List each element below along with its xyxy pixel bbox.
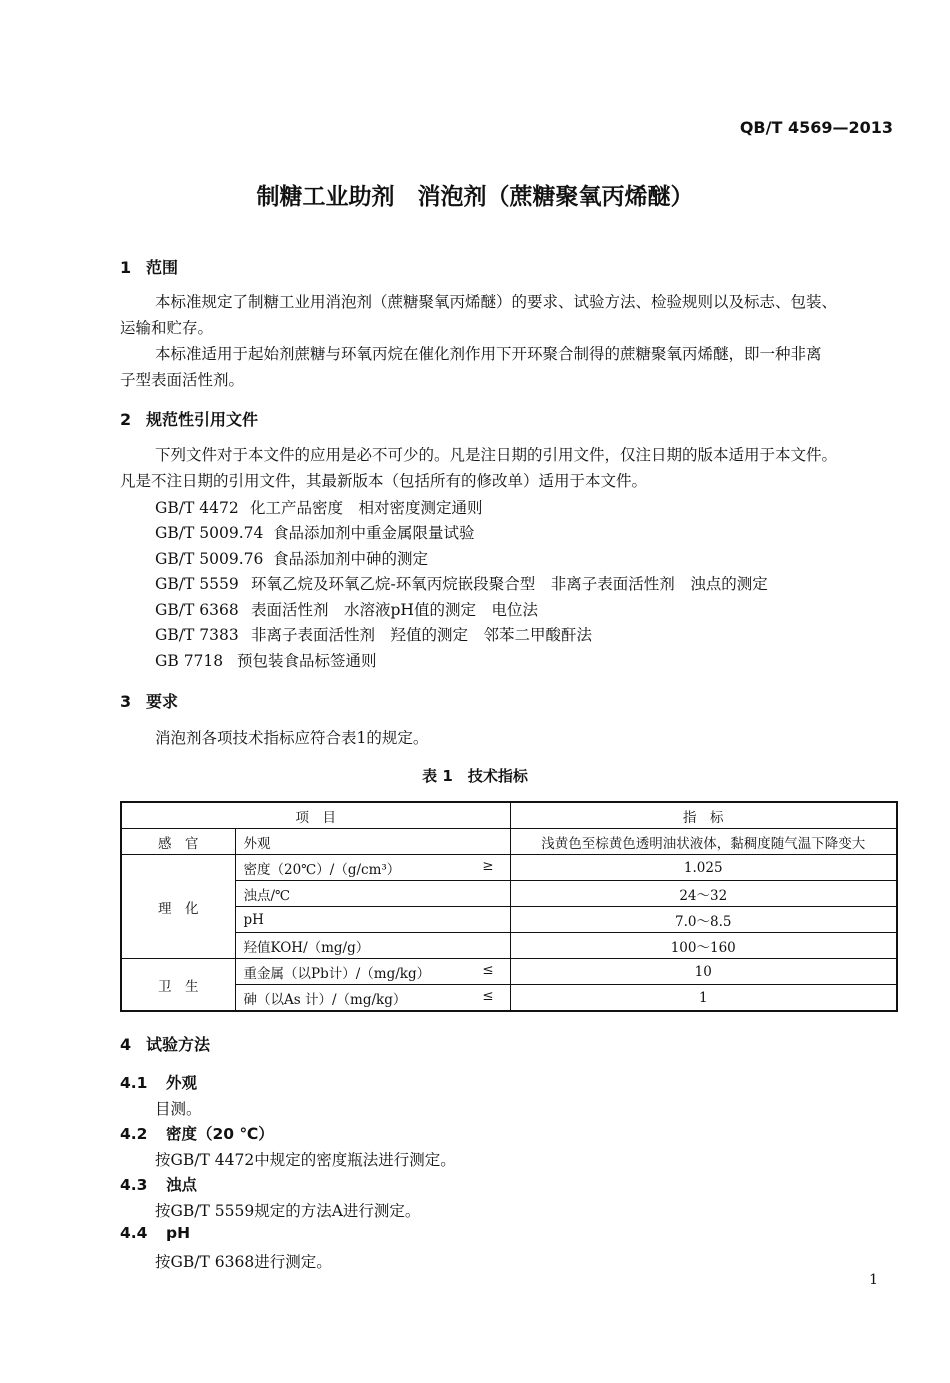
page-number: 1 [869,1272,878,1288]
table-row [121,829,897,855]
table-row [121,933,897,959]
item-cell: 密度（20℃）/（g/cm³） ≥ [235,855,510,881]
table-row [121,881,897,907]
section-2-para-1b: 凡是不注日期的引用文件，其最新版本（包括所有的修改单）适用于本文件。 [120,472,648,490]
reference-item: GB/T 5009.74 食品添加剂中重金属限量试验 [155,524,475,542]
table-header-row [121,802,897,829]
section-3-para: 消泡剂各项技术指标应符合表1的规定。 [155,729,429,747]
table-row [121,907,897,933]
table-caption: 表 1 技术指标 [422,767,528,785]
group-cell: 理 化 [121,855,235,959]
subsection-text: 按GB/T 4472中规定的密度瓶法进行测定。 [155,1151,456,1169]
reference-item: GB/T 5009.76 食品添加剂中砷的测定 [155,550,429,568]
value-cell: 浅黄色至棕黄色透明油状液体，黏稠度随气温下降变大 [510,829,897,855]
table-row [121,985,897,1012]
table-row [121,959,897,985]
value-cell: 24～32 [510,881,897,907]
item-cell: 浊点/℃ [235,881,510,907]
subsection-text: 按GB/T 6368进行测定。 [155,1253,332,1271]
section-2-para-1a: 下列文件对于本文件的应用是必不可少的。凡是注日期的引用文件，仅注日期的版本适用于本文件。 [155,446,838,464]
value-cell: 10 [510,959,897,985]
section-4-heading: 4 试验方法 [120,1035,211,1054]
section-2-heading: 2 规范性引用文件 [120,410,259,429]
reference-item: GB/T 7383 非离子表面活性剂 羟值的测定 邻苯二甲酸酐法 [155,626,593,644]
section-1-para-2b: 子型表面活性剂。 [120,371,245,389]
section-1-heading: 1 范围 [120,258,179,277]
item-cell: pH [235,907,510,933]
reference-item: GB 7718 预包装食品标签通则 [155,652,377,670]
subsection-heading: 4.3 浊点 [120,1176,198,1194]
section-1-para-1a: 本标准规定了制糖工业用消泡剂（蔗糖聚氧丙烯醚）的要求、试验方法、检验规则以及标志、包装、 [155,293,838,311]
reference-item: GB/T 4472 化工产品密度 相对密度测定通则 [155,499,483,517]
value-cell: 100～160 [510,933,897,959]
item-cell: 重金属（以Pb计）/（mg/kg） ≤ [235,959,510,985]
reference-item: GB/T 6368 表面活性剂 水溶液pH值的测定 电位法 [155,601,538,619]
table-header-item: 项 目 [121,802,510,829]
value-cell: 1.025 [510,855,897,881]
subsection-heading: 4.2 密度（20 ℃） [120,1125,274,1143]
item-cell: 羟值KOH/（mg/g） [235,933,510,959]
item-cell: 砷（以As 计）/（mg/kg） ≤ [235,985,510,1012]
standard-number: QB/T 4569—2013 [739,118,893,137]
item-cell: 外观 [235,829,510,855]
subsection-heading: 4.4 pH [120,1224,191,1242]
document-title: 制糖工业助剂 消泡剂（蔗糖聚氧丙烯醚） [256,184,694,210]
section-1-para-1b: 运输和贮存。 [120,319,214,337]
table-header-value: 指 标 [510,802,897,829]
value-cell: 7.0～8.5 [510,907,897,933]
subsection-text: 目测。 [155,1100,202,1118]
reference-item: GB/T 5559 环氧乙烷及环氧乙烷-环氧丙烷嵌段聚合型 非离子表面活性剂 浊点的测定 [155,575,768,593]
technical-spec-table [120,801,898,1012]
subsection-heading: 4.1 外观 [120,1074,198,1092]
table-row [121,855,897,881]
section-3-heading: 3 要求 [120,692,179,711]
group-cell: 卫 生 [121,959,235,1012]
value-cell: 1 [510,985,897,1012]
subsection-text: 按GB/T 5559规定的方法A进行测定。 [155,1202,421,1220]
group-cell: 感 官 [121,829,235,855]
section-1-para-2a: 本标准适用于起始剂蔗糖与环氧丙烷在催化剂作用下开环聚合制得的蔗糖聚氧丙烯醚，即一种非离 [155,345,822,363]
